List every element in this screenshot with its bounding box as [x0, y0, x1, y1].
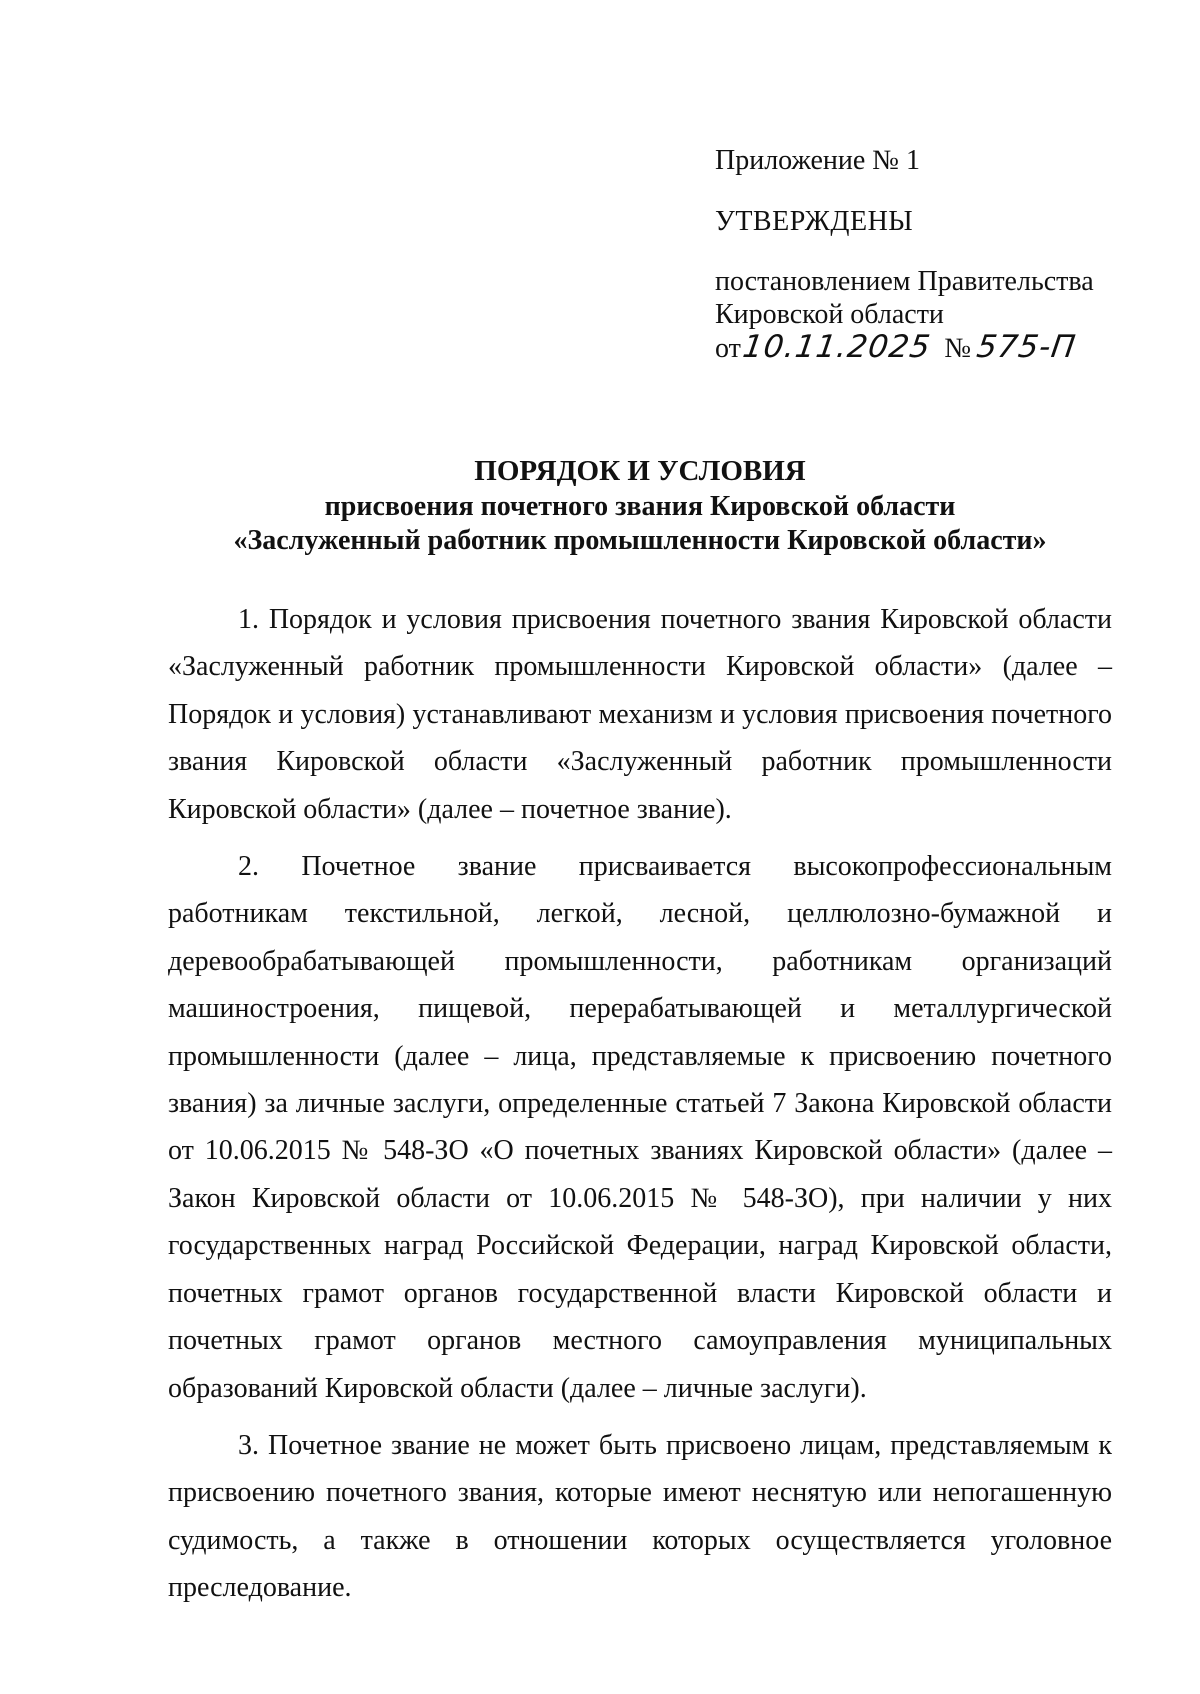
heading-title: ПОРЯДОК И УСЛОВИЯ	[474, 455, 806, 487]
date-prefix: от	[715, 333, 741, 364]
approval-block	[715, 144, 1155, 365]
handwritten-date: 10.11.2025	[740, 329, 933, 365]
paragraph-3: 3. Почетное звание не может быть присвоено лицам, представляемым к присвоению почетного звания, которые имеют неснятую или непогашенную судимость, а также в отношении которых осуществляется уголовное преследование.	[168, 1429, 1112, 1604]
region-line: Кировской области	[715, 299, 944, 330]
heading-subtitle-1: присвоения почетного звания Кировской области	[324, 491, 956, 522]
appendix-label: Приложение № 1	[715, 145, 920, 176]
document-body	[168, 596, 1112, 1622]
paragraph-2: 2. Почетное звание присваивается высокопрофессиональным работникам текстильной, легкой, лесной, целлюлозно-бумажной и деревообрабатывающей промышленности, работникам организаций машиностроения, пищевой, перерабатывающей и металлургической промышленности (далее – лица, представляемые к присвоению почетного звания) за личные заслуги, определенные статьей 7 Закона Кировской области от 10.06.2015 № 548-ЗО «О почетных званиях Кировской области» (далее – Закон Кировской области от 10.06.2015 № 548-ЗО), при наличии у них государственных наград Российской Федерации, наград Кировской области, почетных грамот органов государственной власти Кировской области и почетных грамот органов местного самоуправления муниципальных образований Кировской области (далее – личные заслуги).	[168, 851, 1112, 1404]
decree-line: постановлением Правительства	[715, 266, 1094, 297]
heading-subtitle-2: «Заслуженный работник промышленности Кировской области»	[233, 525, 1047, 556]
paragraph-1: 1. Порядок и условия присвоения почетного звания Кировской области «Заслуженный работник промышленности Кировской области» (далее – Порядок и условия) устанавливают механизм и условия присвоения почетного звания Кировской области «Заслуженный работник промышленности Кировской области» (далее – почетное звание).	[168, 604, 1112, 825]
number-sign: №	[944, 333, 972, 364]
handwritten-number: 575-П	[974, 329, 1079, 365]
document-heading	[160, 454, 1120, 558]
approved-label: УТВЕРЖДЕНЫ	[715, 206, 914, 237]
date-number-line	[715, 331, 1155, 365]
